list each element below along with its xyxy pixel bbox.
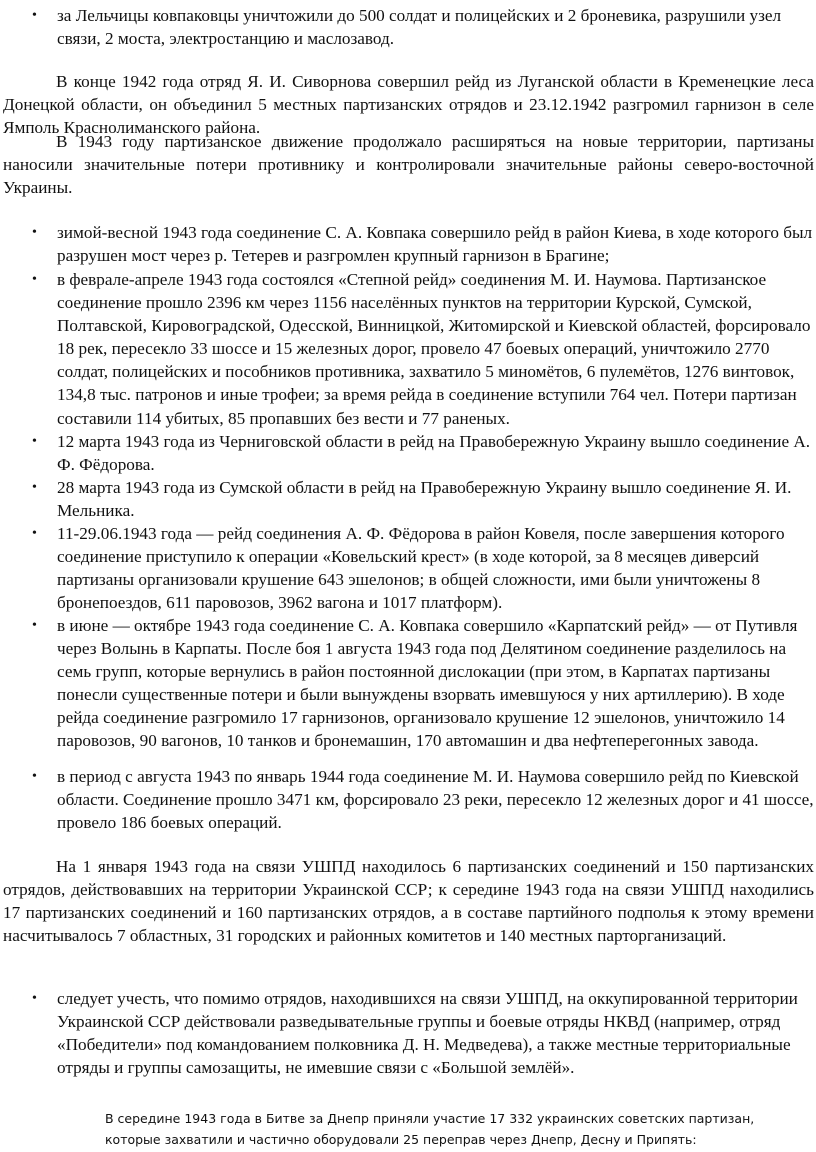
list-item: • следует учесть, что помимо отрядов, находившихся на связи УШПД, на оккупированной территории Украинской ССР действовали разведывательные группы и боевые отряды НКВД (например, отряд «Победители» под командованием полковника Д. Н. Медведева), а также местные территориальные отряды и группы самозащиты, не имевшие связи с «Большой землёй».: [57, 987, 814, 1079]
list-item: • в период с августа 1943 по январь 1944 года соединение М. И. Наумова совершило рейд по Киевской области. Соединение прошло 3471 км, форсировало 23 реки, пересекло 12 железных дорог и 41 шоссе, провело 186 боевых операций.: [57, 765, 814, 834]
paragraph: В 1943 году партизанское движение продолжало расширяться на новые территории, партизаны наносили значительные потери противнику и контролировали значительные районы северо-восточной Украины.: [3, 132, 814, 198]
list-item: • в феврале-апреле 1943 года состоялся «Степной рейд» соединения М. И. Наумова. Партизанское соединение прошло 2396 км через 1156 населённых пунктов на территории Курской, Сумской, Полтавской, Кировоградской, Одесской, Винницкой, Житомирской и Киевской областей, форсировало 18 рек, пересекло 33 шоссе и 15 железных дорог, провело 47 боевых операций, уничтожило 2770 солдат, полицейских и пособников противника, захватило 5 миномётов, 6 пулемётов, 1276 винтовок, 134,8 тыс. патронов и иные трофеи; за время рейда в соединение вступили 764 чел. Потери партизан составили 114 убитых, 85 пропавших без вести и 77 раненых.: [57, 268, 814, 430]
list-item: • за Лельчицы ковпаковцы уничтожили до 500 солдат и полицейских и 2 броневика, разрушили узел связи, 2 моста, электростанцию и маслозавод.: [57, 4, 814, 50]
list-item: • 12 марта 1943 года из Черниговской области в рейд на Правобережную Украину вышло соединение А. Ф. Фёдорова.: [57, 430, 814, 476]
list-item: • зимой-весной 1943 года соединение С. А. Ковпака совершило рейд в район Киева, в ходе которого был разрушен мост через р. Тетерев и разгромлен крупный гарнизон в Брагине;: [57, 221, 814, 267]
footer-text: В середине 1943 года в Битве за Днепр приняли участие 17 332 украинских советских партизан, которые захватили и частично оборудовали 25 переправ через Днепр, Десну и Припять:: [105, 1111, 755, 1147]
paragraph: На 1 января 1943 года на связи УШПД находилось 6 партизанских соединений и 150 партизанских отрядов, действовавших на территории Украинской ССР; к середине 1943 года на связи УШПД находились 17 партизанских соединений и 160 партизанских отрядов, а в составе партийного подполья к этому времени насчитывалось 7 областных, 31 городских и районных комитетов и 140 местных парторганизаций.: [3, 857, 814, 946]
list-item: • в июне — октябре 1943 года соединение С. А. Ковпака совершило «Карпатский рейд» — от Путивля через Волынь в Карпаты. После боя 1 августа 1943 года под Делятином соединение разделилось на семь групп, которые вернулись в район постоянной дислокации (при этом, в Карпатах партизаны понесли существенные потери и были вынуждены взорвать имевшуюся у них артиллерию). В ходе рейда соединение разгромило 17 гарнизонов, организовало крушение 12 эшелонов, уничтожило 14 паровозов, 90 вагонов, 10 танков и бронемашин, 170 автомашин и два нефтеперегонных завода.: [57, 614, 814, 753]
list-item: • 11-29.06.1943 года — рейд соединения А. Ф. Фёдорова в район Ковеля, после завершения которого соединение приступило к операции «Ковельский крест» (в ходе которой, за 8 месяцев диверсий партизаны организовали крушение 643 эшелонов; в общей сложности, ими были уничтожены 8 бронепоездов, 611 паровозов, 3962 вагона и 1017 платформ).: [57, 522, 814, 614]
paragraph: В конце 1942 года отряд Я. И. Сиворнова совершил рейд из Луганской области в Кременецкие леса Донецкой области, он объединил 5 местных партизанских отрядов и 23.12.1942 разгромил гарнизон в селе Ямполь Краснолиманского района.: [3, 72, 814, 138]
list-item: • 28 марта 1943 года из Сумской области в рейд на Правобережную Украину вышло соединение Я. И. Мельника.: [57, 476, 814, 522]
